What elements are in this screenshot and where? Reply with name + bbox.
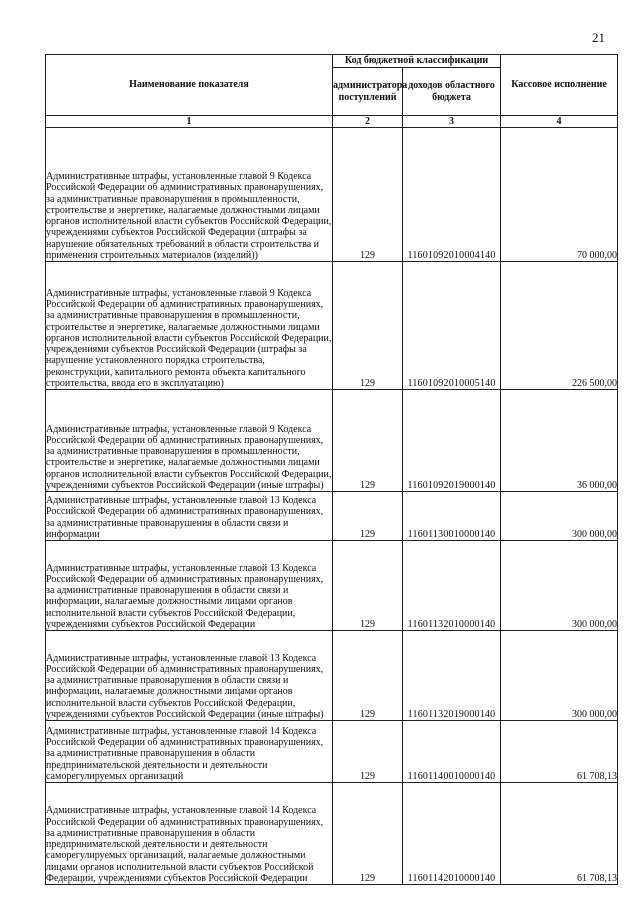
table-row <box>46 541 618 631</box>
row-amount: 300 000,00 <box>501 492 618 541</box>
row-name: Административные штрафы, установленные главой 9 Кодекса Российской Федерации об административных правонарушениях, за административные правонарушения в промышленности, строительстве и энергетике, налагаемые должностными лицами органов исполнительной власти субъектов Российской Федерации, учреждениями субъектов Российской Федерации (штрафы за нарушение установленного порядка строительства, реконструкции, капитального ремонта объекта капитального строительства, ввода его в эксплуатацию) <box>46 262 333 390</box>
header-index-2: 2 <box>333 116 403 128</box>
row-code: 11601132019000140 <box>403 631 501 721</box>
row-name: Административные штрафы, установленные главой 13 Кодекса Российской Федерации об административных правонарушениях, за административные правонарушения в области связи и информации <box>46 492 333 541</box>
table-row <box>46 390 618 492</box>
row-name: Административные штрафы, установленные главой 13 Кодекса Российской Федерации об административных правонарушениях, за административные правонарушения в области связи и информации, налагаемые должностными лицами органов исполнительной власти субъектов Российской Федерации, учреждениями субъектов Российской Федерации <box>46 541 333 631</box>
row-amount: 300 000,00 <box>501 541 618 631</box>
row-code: 11601142010000140 <box>403 783 501 885</box>
row-admin: 129 <box>333 390 403 492</box>
row-admin: 129 <box>333 721 403 783</box>
table-row <box>46 721 618 783</box>
page-number: 21 <box>592 30 605 45</box>
row-admin: 129 <box>333 541 403 631</box>
row-admin: 129 <box>333 262 403 390</box>
table-row <box>46 783 618 885</box>
row-code: 11601092010004140 <box>403 128 501 262</box>
row-code: 11601092019000140 <box>403 390 501 492</box>
row-name: Административные штрафы, установленные главой 13 Кодекса Российской Федерации об административных правонарушениях, за административные правонарушения в области связи и информации, налагаемые должностными лицами органов исполнительной власти субъектов Российской Федерации, учреждениями субъектов Российской Федерации (иные штрафы) <box>46 631 333 721</box>
budget-table <box>45 54 618 885</box>
row-amount: 61 708,13 <box>501 783 618 885</box>
row-admin: 129 <box>333 492 403 541</box>
row-code: 11601092010005140 <box>403 262 501 390</box>
header-bk-code: Код бюджетной классификации <box>333 55 501 68</box>
row-code: 11601140010000140 <box>403 721 501 783</box>
header-index-4: 4 <box>501 116 618 128</box>
row-name: Административные штрафы, установленные главой 9 Кодекса Российской Федерации об административных правонарушениях, за административные правонарушения в промышленности, строительстве и энергетике, налагаемые должностными лицами органов исполнительной власти субъектов Российской Федерации, учреждениями субъектов Российской Федерации (иные штрафы) <box>46 390 333 492</box>
row-amount: 61 708,13 <box>501 721 618 783</box>
header-index-1: 1 <box>46 116 333 128</box>
row-amount: 300 000,00 <box>501 631 618 721</box>
row-code: 11601132010000140 <box>403 541 501 631</box>
table-row <box>46 262 618 390</box>
header-income-code: доходов областного бюджета <box>403 68 501 116</box>
row-amount: 70 000,00 <box>501 128 618 262</box>
header-indicator-name: Наименование показателя <box>46 55 333 116</box>
row-admin: 129 <box>333 783 403 885</box>
row-amount: 36 000,00 <box>501 390 618 492</box>
header-cash-execution: Кассовое исполнение <box>501 55 618 116</box>
row-code: 11601130010000140 <box>403 492 501 541</box>
row-amount: 226 500,00 <box>501 262 618 390</box>
row-name: Административные штрафы, установленные главой 14 Кодекса Российской Федерации об административных правонарушениях, за административные правонарушения в области предпринимательской деятельности и деятельности саморегулируемых организаций, налагаемые должностными лицами органов исполнительной власти субъектов Российской Федерации, учреждениями субъектов Российской Федерации <box>46 783 333 885</box>
row-admin: 129 <box>333 128 403 262</box>
table-row <box>46 492 618 541</box>
row-name: Административные штрафы, установленные главой 9 Кодекса Российской Федерации об административных правонарушениях, за административные правонарушения в промышленности, строительстве и энергетике, налагаемые должностными лицами органов исполнительной власти субъектов Российской Федерации, учреждениями субъектов Российской Федерации (штрафы за нарушение обязательных требований в области строительства и применения строительных материалов (изделий)) <box>46 128 333 262</box>
table-row <box>46 128 618 262</box>
header-index-3: 3 <box>403 116 501 128</box>
row-name: Административные штрафы, установленные главой 14 Кодекса Российской Федерации об административных правонарушениях, за административные правонарушения в области предпринимательской деятельности и деятельности саморегулируемых организаций <box>46 721 333 783</box>
row-admin: 129 <box>333 631 403 721</box>
table-row <box>46 631 618 721</box>
header-administrator: администратора поступлений <box>333 68 403 116</box>
